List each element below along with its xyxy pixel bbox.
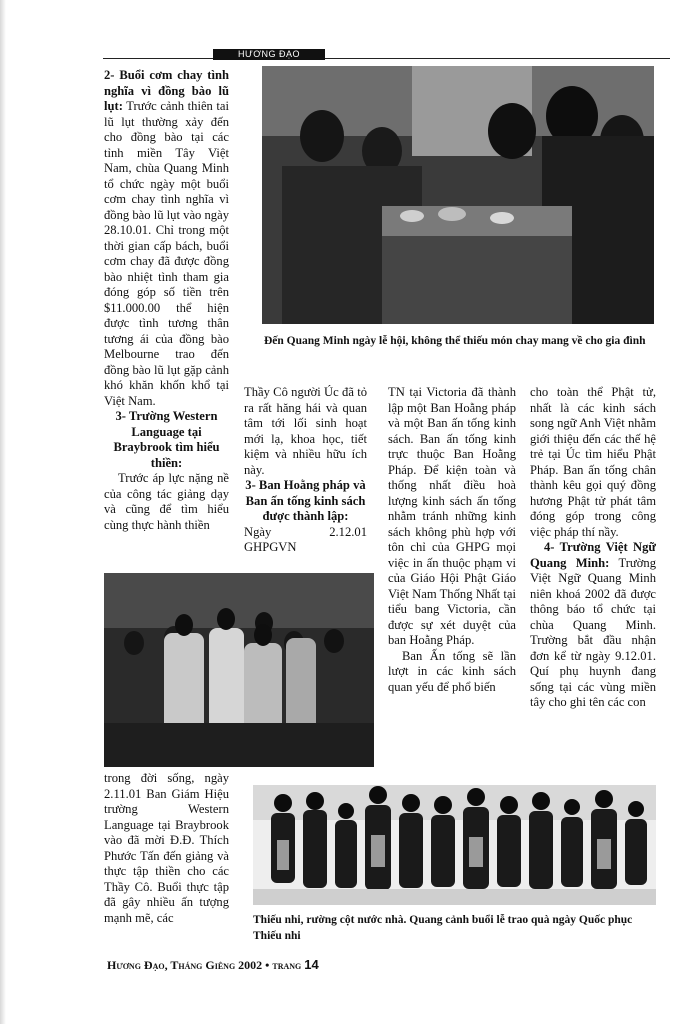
section-3-text: Trước áp lực nặng nề của công tác giảng dạy và cũng để tìm hiểu cùng thực hành thiền [104, 471, 229, 532]
caption-top-photo: Đến Quang Minh ngày lễ hội, không thể thiếu món chay mang về cho gia đình [264, 335, 646, 347]
photo-meditation-session [104, 573, 374, 767]
column-3-text-2: Ban Ấn tống sẽ lần lượt in các kinh sách quan yếu để phổ biến [388, 648, 516, 694]
photo-children-ceremony [253, 785, 656, 905]
section-4-paragraph [530, 540, 656, 711]
column-2-text: Thầy Cô người Úc đã tỏ ra rất hăng hái và quan tâm tới lối sinh hoạt mới lạ, khoa học, tiết kiệm và nhiều hữu ích này. [244, 385, 367, 477]
column-3 [388, 385, 516, 695]
footer-publication: Hương Đạo, Tháng Giêng 2002 [107, 958, 263, 972]
header-rule [103, 48, 670, 59]
column-3-text: TN tại Victoria đã thành lập một Ban Hoằng pháp và một Ban ấn tống kinh sách. Ban ấn tống kinh trực thuộc Ban Hoằng Pháp. Để kiện toàn và thống nhất điều hoà lượng kinh sách ấn tống nhằm tránh những kinh sách không phù hợp với tôn chỉ của GHPG mọi việc in ấn thuộc phạm vi của Giáo Hội Phật Giáo Việt Nam Thống Nhất tại tiểu bang Victoria, cần được sự xét duyệt của ban Hoằng Pháp. [388, 385, 516, 647]
footer-bullet: • [265, 958, 270, 972]
footer-page-number: 14 [304, 957, 319, 972]
scan-edge-shadow [0, 0, 6, 1024]
caption-bottom-photo: Thiếu nhi, rường cột nước nhà. Quang cảnh buổi lễ trao quà ngày Quốc phục Thiếu nhi [253, 914, 633, 942]
section-2-text: Trước cảnh thiên tai lũ lụt thường xảy đến cho đồng bào tại các tỉnh miền Tây Việt Nam, chùa Quang Minh tổ chức ngày một buổi cơm chay tình nghĩa vì đồng bào lũ lụt vào ngày 28.10.01. Chỉ trong một thời gian cấp bách, buổi cơm chay đã được đồng bào nhiệt tình tham gia đóng góp số tiền trên $11.000.00 thể hiện được tình tương thân tương ái của đồng bào Melbourne trao đến đồng bào lũ lụt gặp cảnh khó khăn khốn khổ tại Việt Nam. [104, 99, 229, 408]
page-footer [107, 957, 319, 973]
section-2-paragraph [104, 68, 229, 409]
column-2 [244, 385, 367, 556]
column-4-text: cho toàn thể Phật tử, nhất là các kinh sách song ngữ Anh Việt nhằm giới thiệu đến các thế hệ trẻ tại Úc tìm hiểu Phật Pháp. Ban ấn tống chân thành kêu gọi quý đồng hương Phật tử phát tâm đóng góp trong công việc pháp thí nầy. [530, 385, 656, 539]
photo-meditation-session-image [104, 573, 374, 767]
photo-vegetarian-food-image [262, 66, 654, 324]
column-1-bottom [104, 771, 229, 926]
column-4 [530, 385, 656, 711]
section-header-label: HƯƠNG ĐẠO [213, 49, 325, 60]
footer-page-label: trang [272, 958, 302, 972]
column-1-top [104, 68, 229, 533]
section-3-title: 3- Trường Western Language tại Braybrook tìm hiểu thiền: [113, 409, 220, 470]
section-2-title: 2- Buổi cơm chay tình nghĩa vì đồng bào lũ lụt: [104, 68, 229, 113]
photo-vegetarian-food [262, 66, 654, 324]
photo-children-ceremony-image [253, 785, 656, 905]
section-3-continuation: trong đời sống, ngày 2.11.01 Ban Giám Hiệu trường Western Language tại Braybrook vào đã mời Đ.Đ. Thích Phước Tấn đến giảng và thực tập thiền cho các Thầy Cô. Buổi thực tập đã gây nhiều ấn tượng mạnh mẽ, các [104, 771, 229, 925]
section-3b-text: Ngày 2.12.01 GHPGVN [244, 524, 367, 554]
section-4-text: Trường Việt Ngữ Quang Minh niên khoá 2002 đã được thông báo tổ chức tại chùa Quang Minh. Trường bắt đầu nhận đơn kể từ ngày 9.12.01. Quí phụ huynh đang sống tại các vùng miền tây cho ghi tên các con [530, 555, 656, 709]
section-3b-title: 3- Ban Hoằng pháp và Ban ấn tống kinh sách được thành lập: [245, 478, 366, 523]
section-4-title: 4- Trường Việt Ngữ Quang Minh: [530, 540, 656, 570]
